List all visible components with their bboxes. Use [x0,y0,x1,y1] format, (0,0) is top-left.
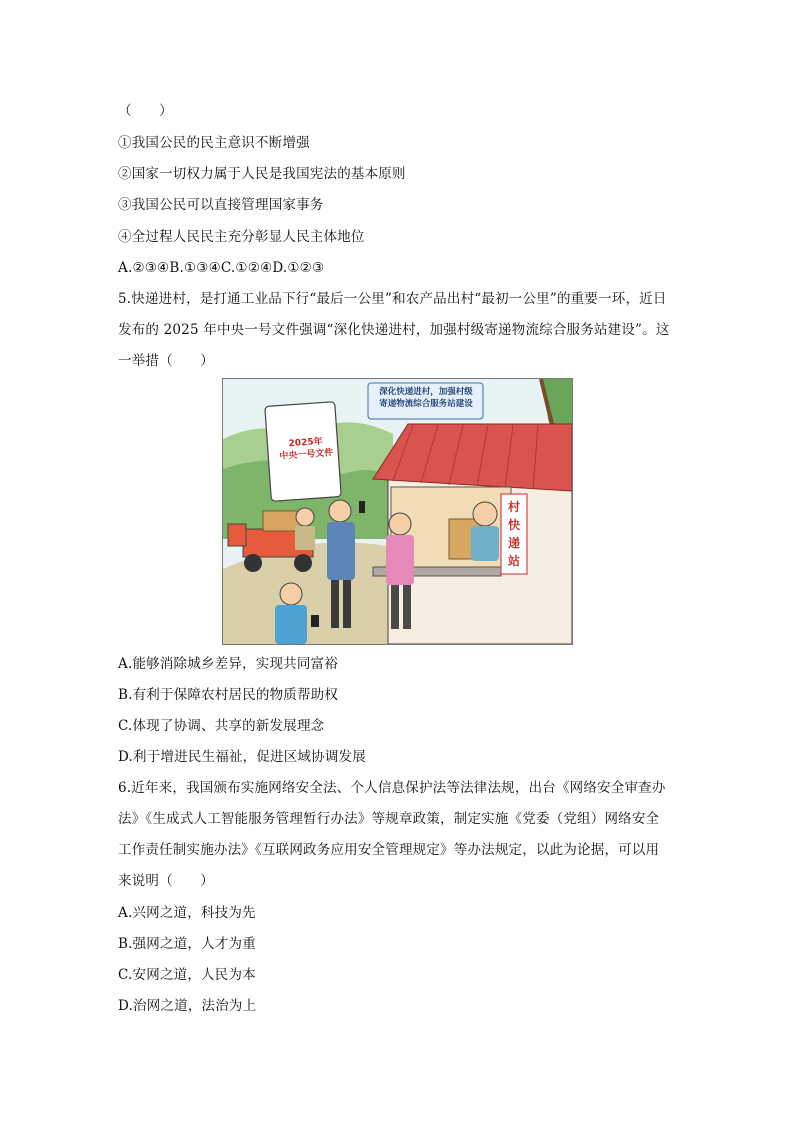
q4-option-1: ①我国公民的民主意识不断增强 [118,135,310,151]
q5-illustration [222,378,573,645]
q5-option-b: B.有利于保障农村居民的物质帮助权 [118,687,339,703]
q6-stem-line-1: 6.近年来，我国颁布实施网络安全法、个人信息保护法等法律法规，出台《网络安全审查办 [118,780,666,796]
station-sign-char-2: 快 [507,518,520,532]
station-sign-char-3: 递 [507,536,520,550]
q6-stem-line-4: 来说明（ ） [118,873,214,889]
q4-option-2: ②国家一切权力属于人民是我国宪法的基本原则 [118,166,406,182]
q5-stem-line-3: 一举措（ ） [118,353,214,369]
q5-option-d: D.利于增进民生福祉，促进区域协调发展 [118,749,366,765]
q5-option-c: C.体现了协调、共享的新发展理念 [118,718,325,734]
q6-option-b: B.强网之道，人才为重 [118,936,256,952]
figure-document-line-1: 2025年 [288,436,323,450]
q6-option-d: D.治网之道，法治为上 [118,998,257,1014]
q6-stem-line-3: 工作责任制实施办法》《互联网政务应用安全管理规定》等办法规定，以此为论据，可以用 [118,842,660,858]
q4-option-4: ④全过程人民民主充分彰显人民主体地位 [118,229,365,245]
q6-option-c: C.安网之道，人民为本 [118,967,256,983]
q4-answer-choices: A.②③④B.①③④C.①②④D.①②③ [118,260,325,276]
figure-banner [369,386,483,410]
q4-option-3: ③我国公民可以直接管理国家事务 [118,197,324,213]
figure-banner-line-2: 寄递物流综合服务站建设 [379,399,473,409]
station-sign-char-1: 村 [507,500,520,514]
q5-stem-line-2: 发布的 2025 年中央一号文件强调“深化快递进村，加强村级寄递物流综合服务站建设”。这 [118,322,670,338]
q6-option-a: A.兴网之道，科技为先 [118,905,256,921]
figure-banner-line-1: 深化快递进村，加强村级 [379,387,473,397]
q6-stem-line-2: 法》《生成式人工智能服务管理暂行办法》等规章政策，制定实施《党委（党组）网络安全 [118,811,660,827]
figure-document [270,435,342,464]
figure-document-line-2: 中央一号文件 [279,448,334,462]
q5-stem-line-1: 5.快递进村，是打通工业品下行“最后一公里”和农产品出村“最初一公里”的重要一环，近日 [118,291,667,307]
q4-stem-tail: （ ） [118,103,173,119]
station-sign-char-4: 站 [507,554,520,568]
figure-station-sign [502,498,526,570]
q5-option-a: A.能够消除城乡差异，实现共同富裕 [118,656,338,672]
